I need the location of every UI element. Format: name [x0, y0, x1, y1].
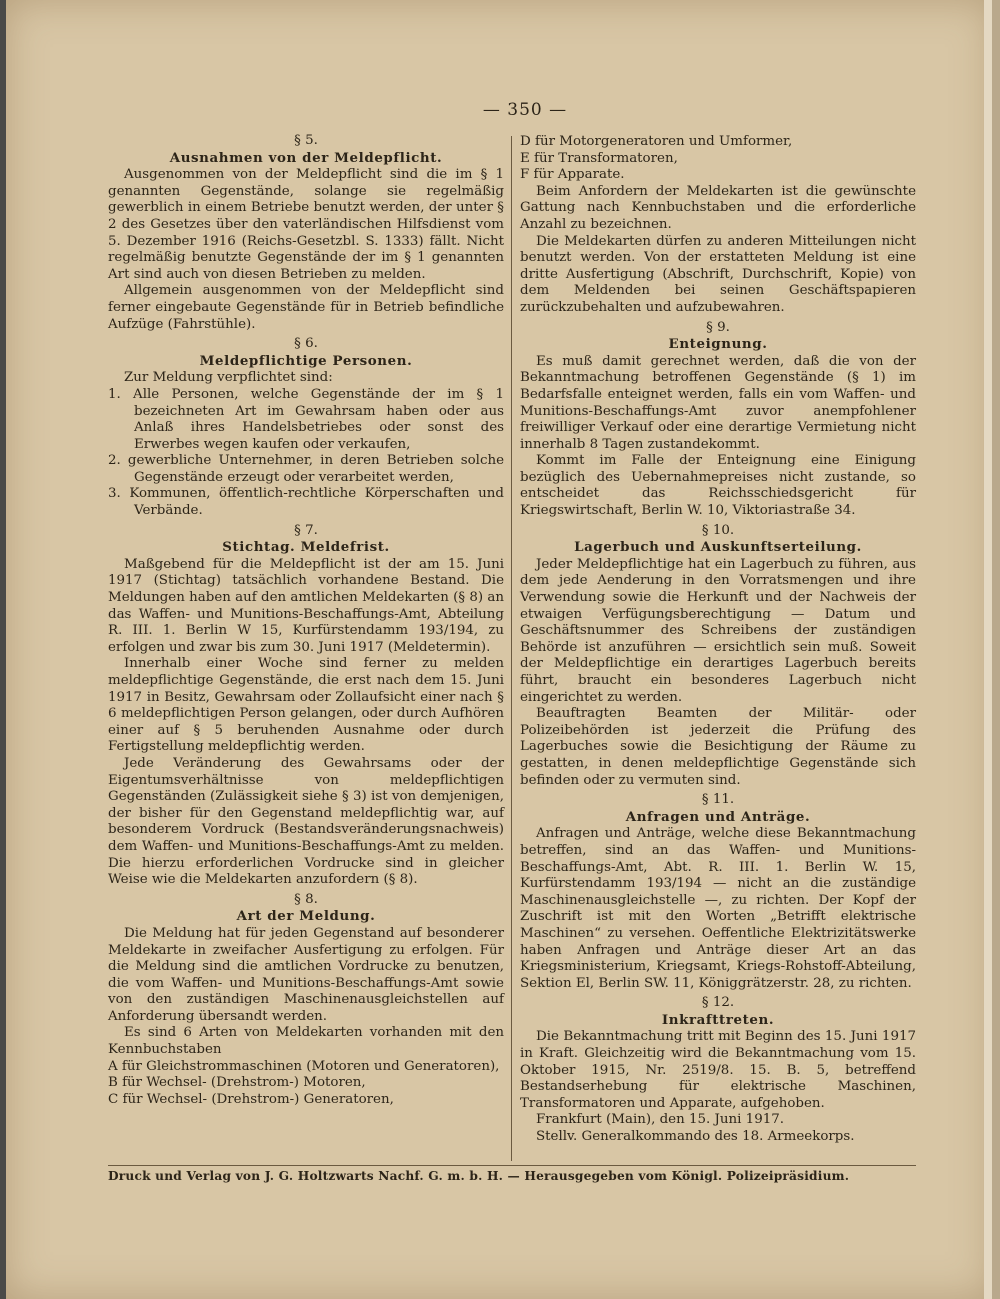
- section-9-heading: Enteignung.: [668, 336, 768, 353]
- section-9-paragraph-1: Es muß damit gerechnet werden, daß die von der Bekanntmachung betroffenen Gegenstände (§ 1) im Bedarfsfalle enteignet werden, falls ein vom Waffen- und Munitions-Beschaffungs-Amt zuvor anempfohlener freiwilliger Verkauf oder eine derartige Vermietung nicht innerhalb 8 Tagen zustandekommt.: [520, 353, 916, 452]
- section-8-paragraph-2: Es sind 6 Arten von Meldekarten vorhanden mit den Kennbuchstaben: [108, 1025, 504, 1058]
- left-column: [108, 130, 504, 1108]
- section-12-paragraph-1: Die Bekanntmachung tritt mit Beginn des 15. Juni 1917 in Kraft. Gleichzeitig wird die Bekanntmachung vom 15. Oktober 1915, Nr. 2519/8. 15. B. 5, betreffend Bestandserhebung für elektrische Maschinen, Transformatoren und Apparate, aufgehoben.: [520, 1029, 916, 1111]
- page-number: — 350 —: [482, 100, 568, 120]
- card-type-b: B für Wechsel- (Drehstrom-) Motoren,: [108, 1075, 366, 1091]
- section-6-heading: Meldepflichtige Personen.: [199, 352, 413, 369]
- section-10-paragraph-2: Beauftragten Beamten der Militär- oder Polizeibehörden ist jederzeit die Prüfung des Lagerbuches sowie die Besichtigung der Räume zu gestatten, in denen meldepflichtige Gegenstände sich befinden oder zu vermuten sind.: [520, 706, 916, 788]
- section-5-title: § 5.: [294, 133, 318, 148]
- signature: Stellv. Generalkommando des 18. Armeekorps.: [536, 1129, 855, 1145]
- place-date: Frankfurt (Main), den 15. Juni 1917.: [536, 1112, 785, 1128]
- section-6-item-2: 2. gewerbliche Unternehmer, in deren Betrieben solche Gegenstände erzeugt oder verarbeitet werden,: [108, 453, 504, 485]
- section-5-paragraph-1: Ausgenommen von der Meldepflicht sind die im § 1 genannten Gegenstände, solange sie regelmäßig gewerblich in einem Betriebe benutzt werden, der unter § 2 des Gesetzes über den vaterländischen Hilfsdienst vom 5. Dezember 1916 (Reichs-Gesetzbl. S. 1333) fällt. Nicht regelmäßig benutzte Gegenstände der im § 1 genannten Art sind auch von diesen Betrieben zu melden.: [108, 167, 504, 282]
- section-8-title: § 8.: [294, 891, 318, 907]
- card-type-e: E für Transformatoren,: [520, 150, 678, 166]
- section-10-paragraph-1: Jeder Meldepflichtige hat ein Lagerbuch zu führen, aus dem jede Aenderung in den Vorratsmengen und ihre Verwendung sowie die Herkunft und der Nachweis der etwaigen Verfügungsberechtigung — Datum und Geschäftsnummer des Schreibens der zuständigen Behörde ist anzuführen — ersichtlich sein muß. Soweit der Meldepflichtige ein derartiges Lagerbuch bereits führt, braucht ein besonderes Lagerbuch nicht eingerichtet zu werden.: [520, 556, 916, 705]
- section-11-title: § 11.: [701, 792, 735, 808]
- section-5-heading: Ausnahmen von der Meldepflicht.: [169, 149, 443, 166]
- section-6-title: § 6.: [294, 336, 318, 352]
- imprint-footer: Druck und Verlag von J. G. Holtzwarts Nachf. G. m. b. H. — Herausgegeben vom Königl. Polizeipräsidium.: [108, 1165, 916, 1183]
- section-7-paragraph-2: Innerhalb einer Woche sind ferner zu melden meldepflichtige Gegenstände, die erst nach dem 15. Juni 1917 in Besitz, Gewahrsam oder Zollaufsicht einer nach § 6 meldepflichtigen Person gelangen, oder durch Aufhören einer auf § 5 beruhenden Ausnahme oder durch Fertigstellung meldepflichtig werden.: [108, 656, 504, 755]
- page-right-margin: [984, 0, 992, 1299]
- section-7-title: § 7.: [294, 522, 318, 538]
- section-5-paragraph-2: Allgemein ausgenommen von der Meldepflicht sind ferner eingebaute Gegenstände für in Betrieb befindliche Aufzüge (Fahrstühle).: [108, 283, 504, 332]
- section-9-paragraph-2: Kommt im Falle der Enteignung eine Einigung bezüglich des Uebernahmepreises nicht zustande, so entscheidet das Reichsschiedsgericht für Kriegswirtschaft, Berlin W. 10, Viktoriastraße 34.: [520, 453, 916, 519]
- section-8-heading: Art der Meldung.: [236, 908, 376, 925]
- section-12-title: § 12.: [701, 995, 735, 1011]
- section-10-title: § 10.: [701, 522, 735, 538]
- section-11-paragraph-1: Anfragen und Anträge, welche diese Bekanntmachung betreffen, sind an das Waffen- und Munitions-Beschaffungs-Amt, Abt. R. III. 1. Berlin W. 15, Kurfürstendamm 193/194 — nicht an die zuständige Maschinenausgleichstelle —, zu richten. Der Kopf der Zuschrift ist mit den Worten „Betrifft elektrische Maschinen“ zu versehen. Oeffentliche Elektrizitätswerke haben Anfragen und Anträge dieser Art an das Kriegsministerium, Kriegsamt, Kriegs-Rohstoff-Abteilung, Sektion El, Berlin SW. 11, Königgrätzerstr. 28, zu richten.: [520, 826, 916, 991]
- section-7-paragraph-3: Jede Veränderung des Gewahrsams oder der Eigentumsverhältnisse von meldepflichtigen Gegenständen (Zulässigkeit siehe § 3) ist von demjenigen, der bisher für den Gegenstand meldepflichtig war, auf besonderem Vordruck (Bestandsveränderungsnachweis) dem Waffen- und Munitions-Beschaffungs-Amt zu melden. Die hierzu erforderlichen Vordrucke sind in gleicher Weise wie die Meldekarten anzufordern (§ 8).: [108, 755, 504, 888]
- section-6-item-1: 1. Alle Personen, welche Gegenstände der im § 1 bezeichneten Art im Gewahrsam haben oder aus Anlaß ihres Handelsbetriebes oder sonst des Erwerbes wegen kaufen oder verkaufen,: [108, 386, 504, 452]
- section-11-heading: Anfragen und Anträge.: [625, 808, 811, 825]
- card-type-a: A für Gleichstrommaschinen (Motoren und Generatoren),: [108, 1058, 500, 1074]
- section-6-item-3: 3. Kommunen, öffentlich-rechtliche Körperschaften und Verbände.: [108, 486, 504, 519]
- section-6-intro: Zur Meldung verpflichtet sind:: [124, 370, 333, 386]
- card-type-d: D für Motorgeneratoren und Umformer,: [520, 134, 793, 149]
- request-paragraph: Beim Anfordern der Meldekarten ist die gewünschte Gattung nach Kennbuchstaben und die erforderliche Anzahl zu bezeichnen.: [520, 183, 916, 232]
- card-type-f: F für Apparate.: [520, 167, 625, 183]
- section-8-paragraph-1: Die Meldung hat für jeden Gegenstand auf besonderer Meldekarte in zweifacher Ausfertigung zu erfolgen. Für die Meldung sind die amtlichen Vordrucke zu benutzen, die vom Waffen- und Munitions-Beschaffungs-Amt sowie von den zuständigen Maschinenausgleichstellen auf Anforderung übersandt werden.: [108, 925, 504, 1024]
- card-type-c: C für Wechsel- (Drehstrom-) Generatoren,: [108, 1091, 394, 1107]
- column-divider: [511, 136, 512, 1161]
- section-12-heading: Inkrafttreten.: [661, 1011, 775, 1028]
- section-10-heading: Lagerbuch und Auskunftserteilung.: [574, 539, 862, 556]
- section-7-heading: Stichtag. Meldefrist.: [222, 539, 390, 556]
- section-7-paragraph-1: Maßgebend für die Meldepflicht ist der am 15. Juni 1917 (Stichtag) tatsächlich vorhandene Bestand. Die Meldungen haben auf den amtlichen Meldekarten (§ 8) an das Waffen- und Munitions-Beschaffungs-Amt, Abteilung R. III. 1. Berlin W 15, Kurfürstendamm 193/194, zu erfolgen und zwar bis zum 30. Juni 1917 (Meldetermin).: [108, 556, 504, 655]
- usage-paragraph: Die Meldekarten dürfen zu anderen Mitteilungen nicht benutzt werden. Von der erstatteten Meldung ist eine dritte Ausfertigung (Abschrift, Durchschrift, Kopie) von dem Meldenden bei seinen Geschäftspapieren zurückzubehalten und aufzubewahren.: [520, 233, 916, 315]
- section-9-title: § 9.: [706, 319, 730, 335]
- right-column: [520, 134, 916, 1146]
